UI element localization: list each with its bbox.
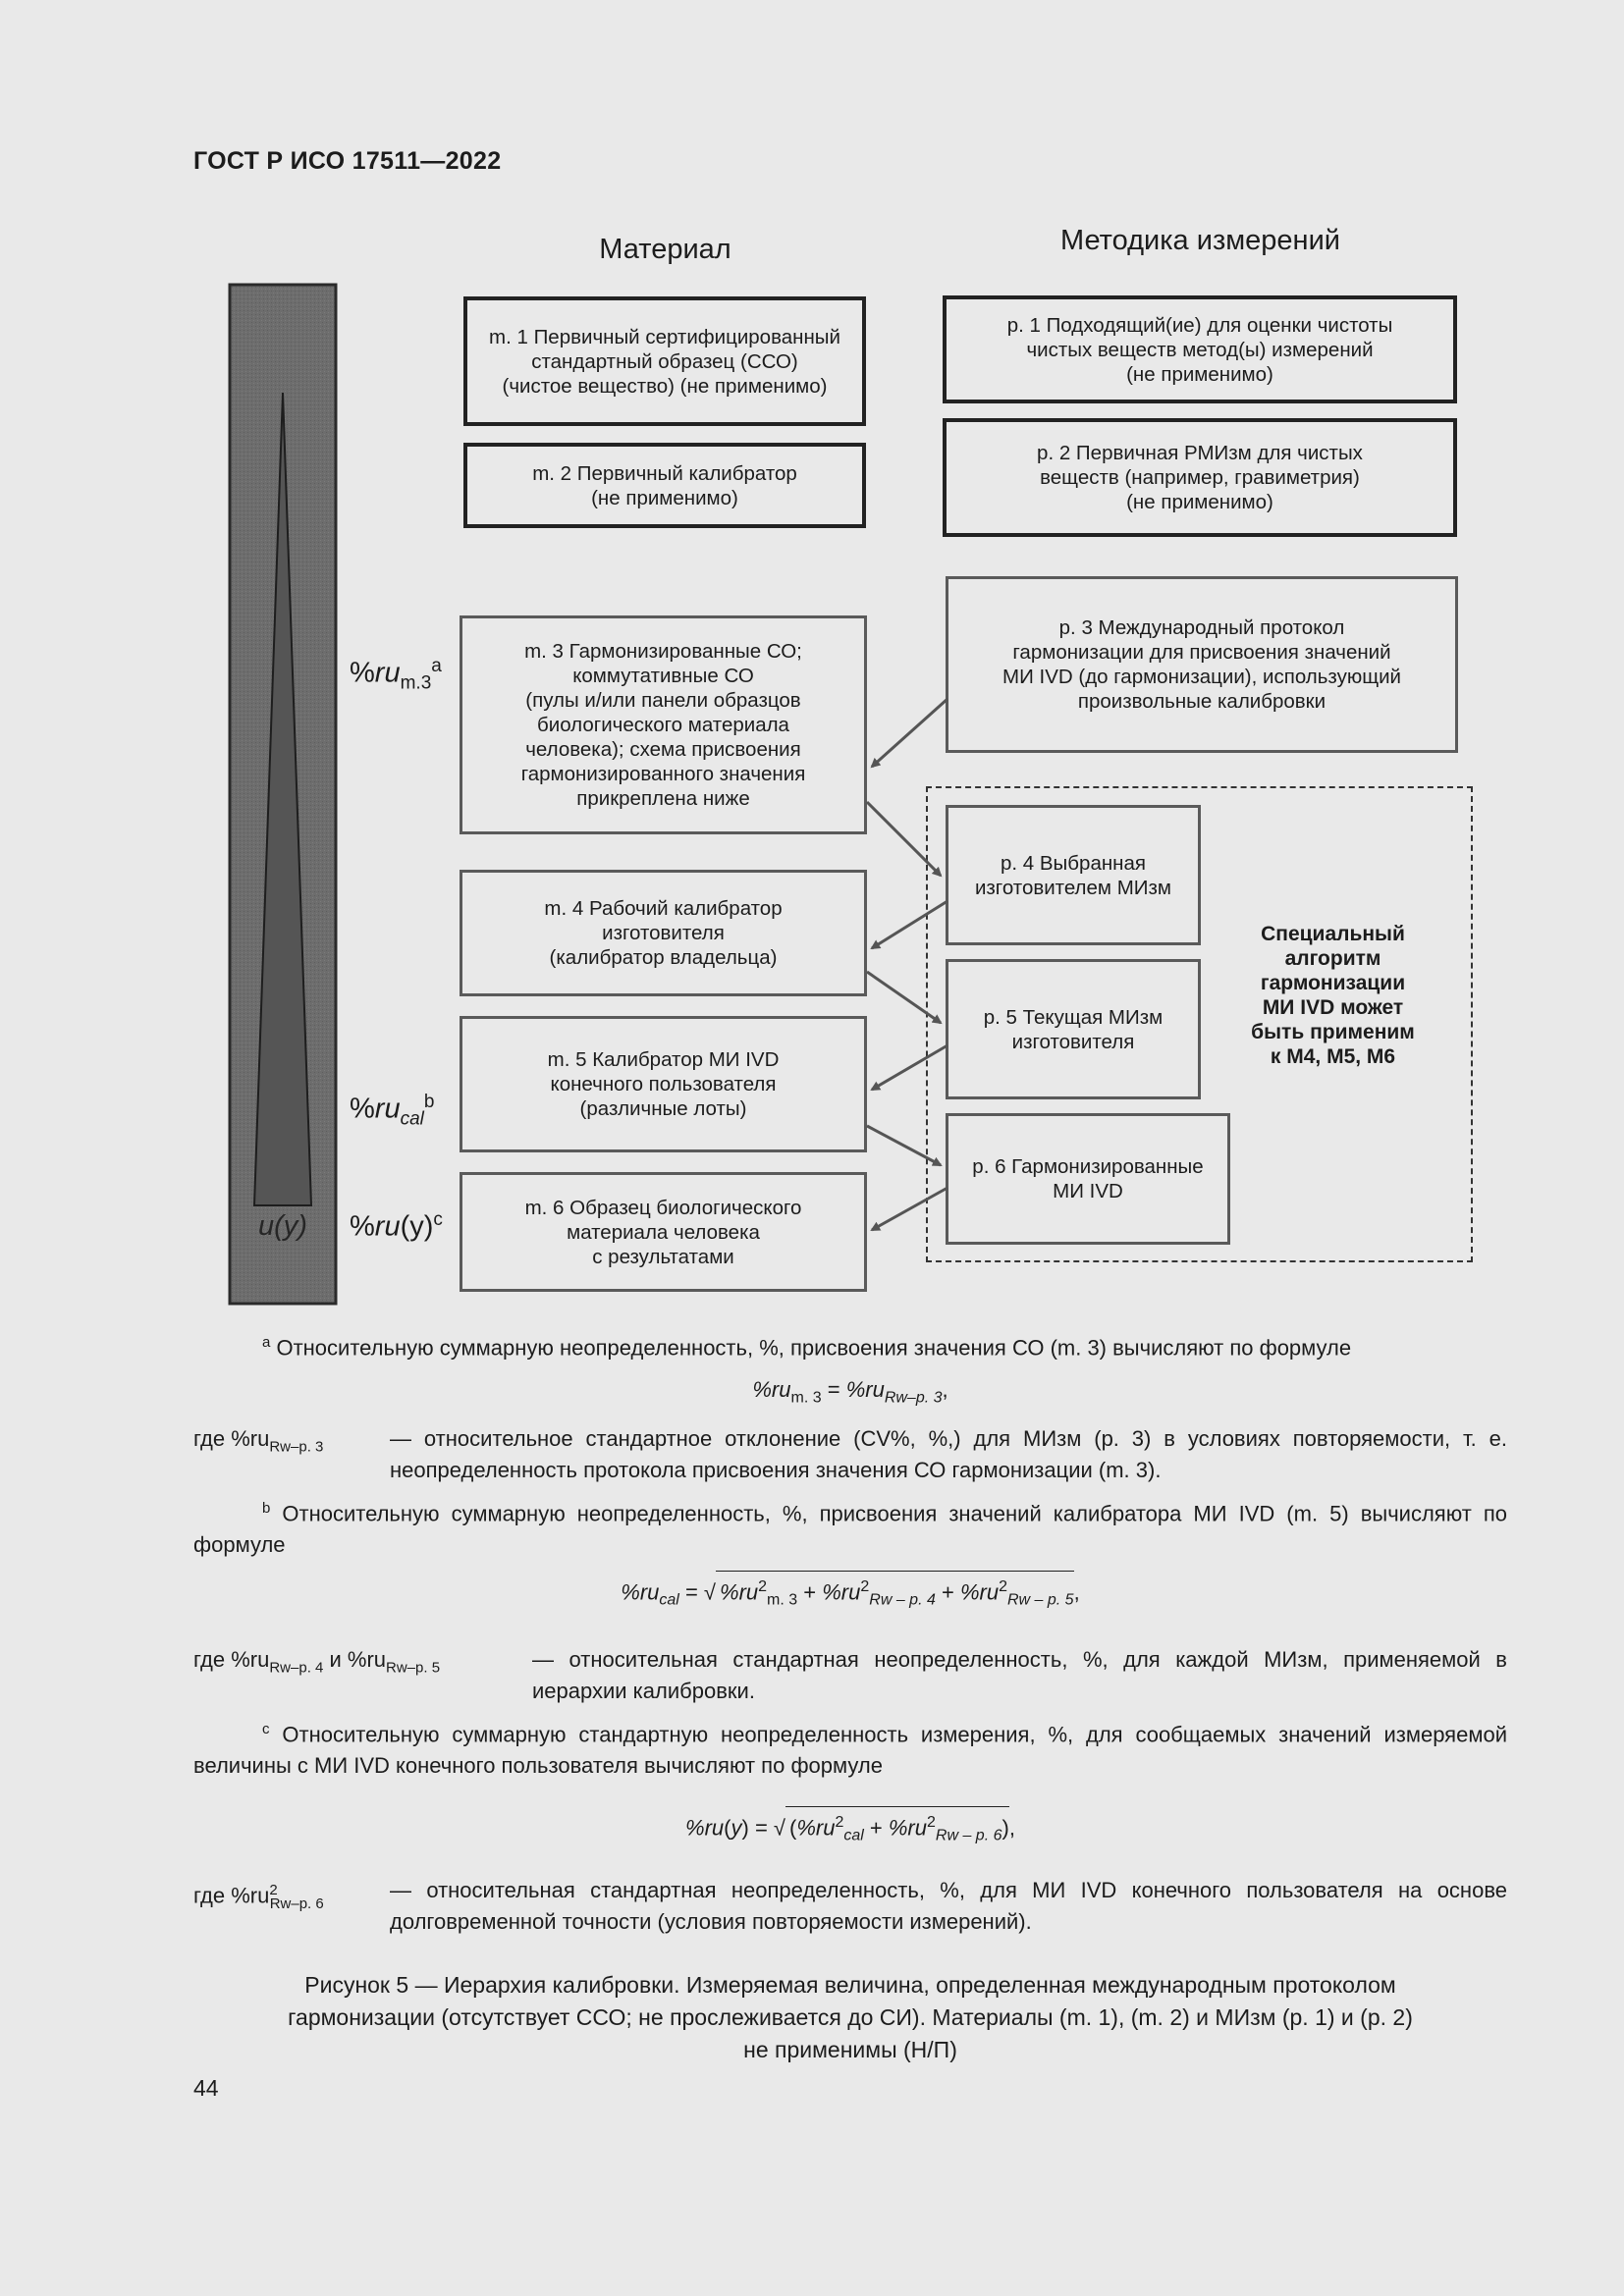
- material-column-title: Материал: [599, 234, 731, 265]
- ru-m3-label: $\%ru_{m.3}^a$: [350, 656, 442, 694]
- material-box-m6: m. 6 Образец биологического материала человека с результатами: [460, 1172, 867, 1292]
- material-box-m2: m. 2 Первичный калибратор (не применимо): [463, 443, 866, 528]
- formula-2: $\%ru_{cal}$ = √ $\%ru^2_{m. 3} + \%ru^2_{Rw - p. 4} + \%ru^2_{Rw - p. 5}$,: [193, 1571, 1507, 1617]
- material-box-m5: m. 5 Калибратор МИ IVD конечного пользователя (различные лоты): [460, 1016, 867, 1152]
- procedure-box-p1: p. 1 Подходящий(ие) для оценки чистоты чистых веществ метод(ы) измерений (не применимо): [943, 295, 1457, 403]
- procedure-box-p6: p. 6 Гармонизированные МИ IVD: [946, 1113, 1230, 1245]
- document-header: ГОСТ Р ИСО 17511—2022: [193, 147, 502, 175]
- material-box-m4: m. 4 Рабочий калибратор изготовителя (калибратор владельца): [460, 870, 867, 996]
- procedure-box-p5: p. 5 Текущая МИзм изготовителя: [946, 959, 1201, 1099]
- method-column-title: Методика измерений: [1060, 225, 1340, 256]
- footnote-c: $^c$ Относительную суммарную стандартную неопределенность измерения, %, для сообщаемых значений измеряемой величины с МИ IVD конечного пользователя вычисляют по формуле: [193, 1721, 1507, 1779]
- ru-cal-label: $\%ru_{cal}^b$: [350, 1092, 435, 1130]
- formula-3: %ru(y) = √ $(\%ru^2_{cal} + \%ru^2_{Rw - p. 6})$,: [193, 1806, 1507, 1852]
- footnote-a: $^a$ Относительную суммарную неопределенность, %, присвоения значения СО (m. 3) вычисляют по формуле: [262, 1334, 1352, 1361]
- material-box-m1: m. 1 Первичный сертифицированный стандартный образец (ССО) (чистое вещество) (не применимо): [463, 296, 866, 426]
- procedure-box-p4: p. 4 Выбранная изготовителем МИзм: [946, 805, 1201, 945]
- special-algorithm-note: Специальный алгоритм гармонизации МИ IVD может быть применим к М4, М5, М6: [1251, 923, 1415, 1068]
- u-y-label: u(y): [258, 1210, 307, 1242]
- arrow-p3-to-m3: [872, 699, 947, 767]
- procedure-box-p3: p. 3 Международный протокол гармонизации для присвоения значений МИ IVD (до гармонизации), использующий произвольные калибровки: [946, 576, 1458, 753]
- material-box-m3: m. 3 Гармонизированные СО; коммутативные СО (пулы и/или панели образцов биологического материала человека); схема присвоения гармонизированного значения прикреплена ниже: [460, 615, 867, 834]
- where-3: где $\%ru^2_{Rw-p. 6}$ — относительная стандартная неопределенность, %, для МИ IVD конечного пользователя на основе долговременной точности (условия повторяемости измерений).: [193, 1878, 1507, 1934]
- procedure-box-p2: p. 2 Первичная РМИзм для чистых веществ (например, гравиметрия) (не применимо): [943, 418, 1457, 537]
- uncertainty-bar: [228, 283, 338, 1306]
- footnote-b: $^b$ Относительную суммарную неопределенность, %, присвоения значений калибратора МИ IVD (m. 5) вычисляют по формуле: [193, 1500, 1507, 1558]
- figure-caption: Рисунок 5 — Иерархия калибровки. Измеряемая величина, определенная международным протоколом гармонизации (отсутствует ССО; не прослеживается до СИ). Материалы (m. 1), (m. 2) и МИзм (p. 1) и (p. 2) не применимы (Н/П): [288, 1972, 1413, 2062]
- where-1: где $\%ru_{Rw-p. 3}$ — относительное стандартное отклонение (CV%, %,) для МИзм (p. 3) в условиях повторяемости, т. е. неопределенность протокола присвоения значения СО гармонизации (m. 3).: [193, 1426, 1507, 1482]
- ru-y-label: $\%ru(y)^c$: [350, 1209, 443, 1243]
- formula-1: $\%ru_{m. 3} = \%ru_{Rw-p. 3}$,: [752, 1377, 948, 1407]
- where-2: где $\%ru_{Rw-p. 4}$ и $\%ru_{Rw-p. 5}$ — относительная стандартная неопределенность, %, для каждой МИзм, применяемой в иерархии калибровки.: [193, 1647, 1507, 1703]
- page-number: 44: [193, 2075, 219, 2101]
